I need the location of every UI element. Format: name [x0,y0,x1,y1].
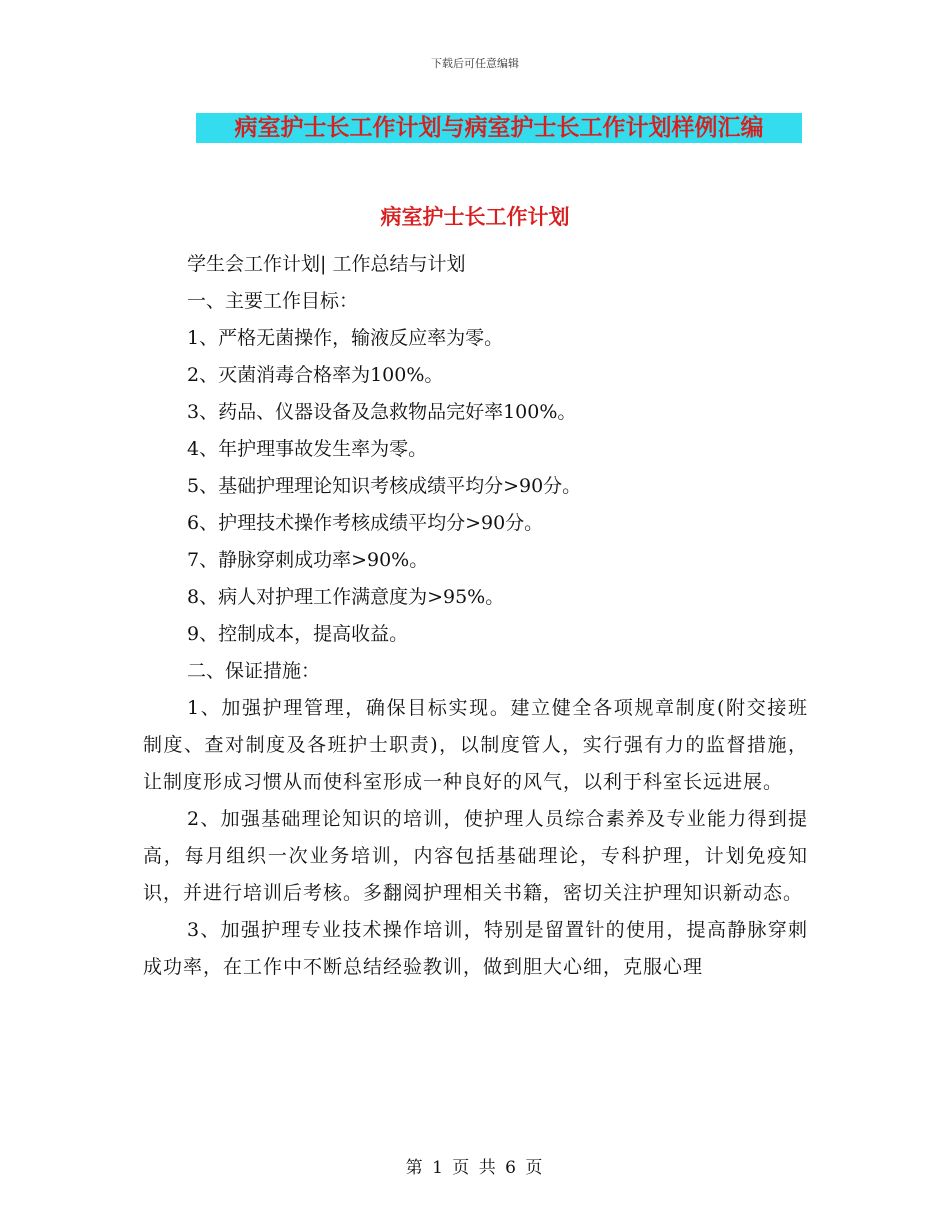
text-line: 9、控制成本，提高收益。 [187,623,409,645]
section-title: 病室护士长工作计划 [380,204,570,229]
paragraph: 1、加强护理管理，确保目标实现。建立健全各项规章制度(附交接班制度、查对制度及各班护士职责)，以制度管人，实行强有力的监督措施，让制度形成习惯从而使科室形成一种良好的风气，以利于科室长远进展。 [143,697,808,793]
text-line: 学生会工作计划| 工作总结与计划 [187,253,466,275]
paragraph: 3、加强护理专业技术操作培训，特别是留置针的使用，提高静脉穿刺成功率，在工作中不断总结经验教训，做到胆大心细，克服心理 [143,919,808,978]
text-line: 2、灭菌消毒合格率为100%。 [187,364,444,386]
text-line: 3、药品、仪器设备及急救物品完好率100%。 [187,401,577,423]
page-number: 第 1 页 共 6 页 [405,1158,545,1178]
text-line: 4、年护理事故发生率为零。 [187,438,428,460]
text-line: 1、严格无菌操作，输液反应率为零。 [187,327,504,349]
document-body [143,246,808,986]
document-title: 病室护士长工作计划与病室护士长工作计划样例汇编 [196,113,802,143]
paragraph: 2、加强基础理论知识的培训，使护理人员综合素养及专业能力得到提高，每月组织一次业务培训，内容包括基础理论，专科护理，计划免疫知识，并进行培训后考核。多翻阅护理相关书籍，密切关注护理知识新动态。 [143,808,808,904]
text-line: 6、护理技术操作考核成绩平均分>90分。 [187,512,544,534]
text-line: 7、静脉穿刺成功率>90%。 [187,549,429,571]
text-line: 8、病人对护理工作满意度为>95%。 [187,586,505,608]
header-note: 下载后可任意编辑 [431,57,519,70]
text-line: 5、基础护理理论知识考核成绩平均分>90分。 [187,475,582,497]
text-line: 二、保证措施： [187,660,321,682]
text-line: 一、主要工作目标： [187,290,359,312]
